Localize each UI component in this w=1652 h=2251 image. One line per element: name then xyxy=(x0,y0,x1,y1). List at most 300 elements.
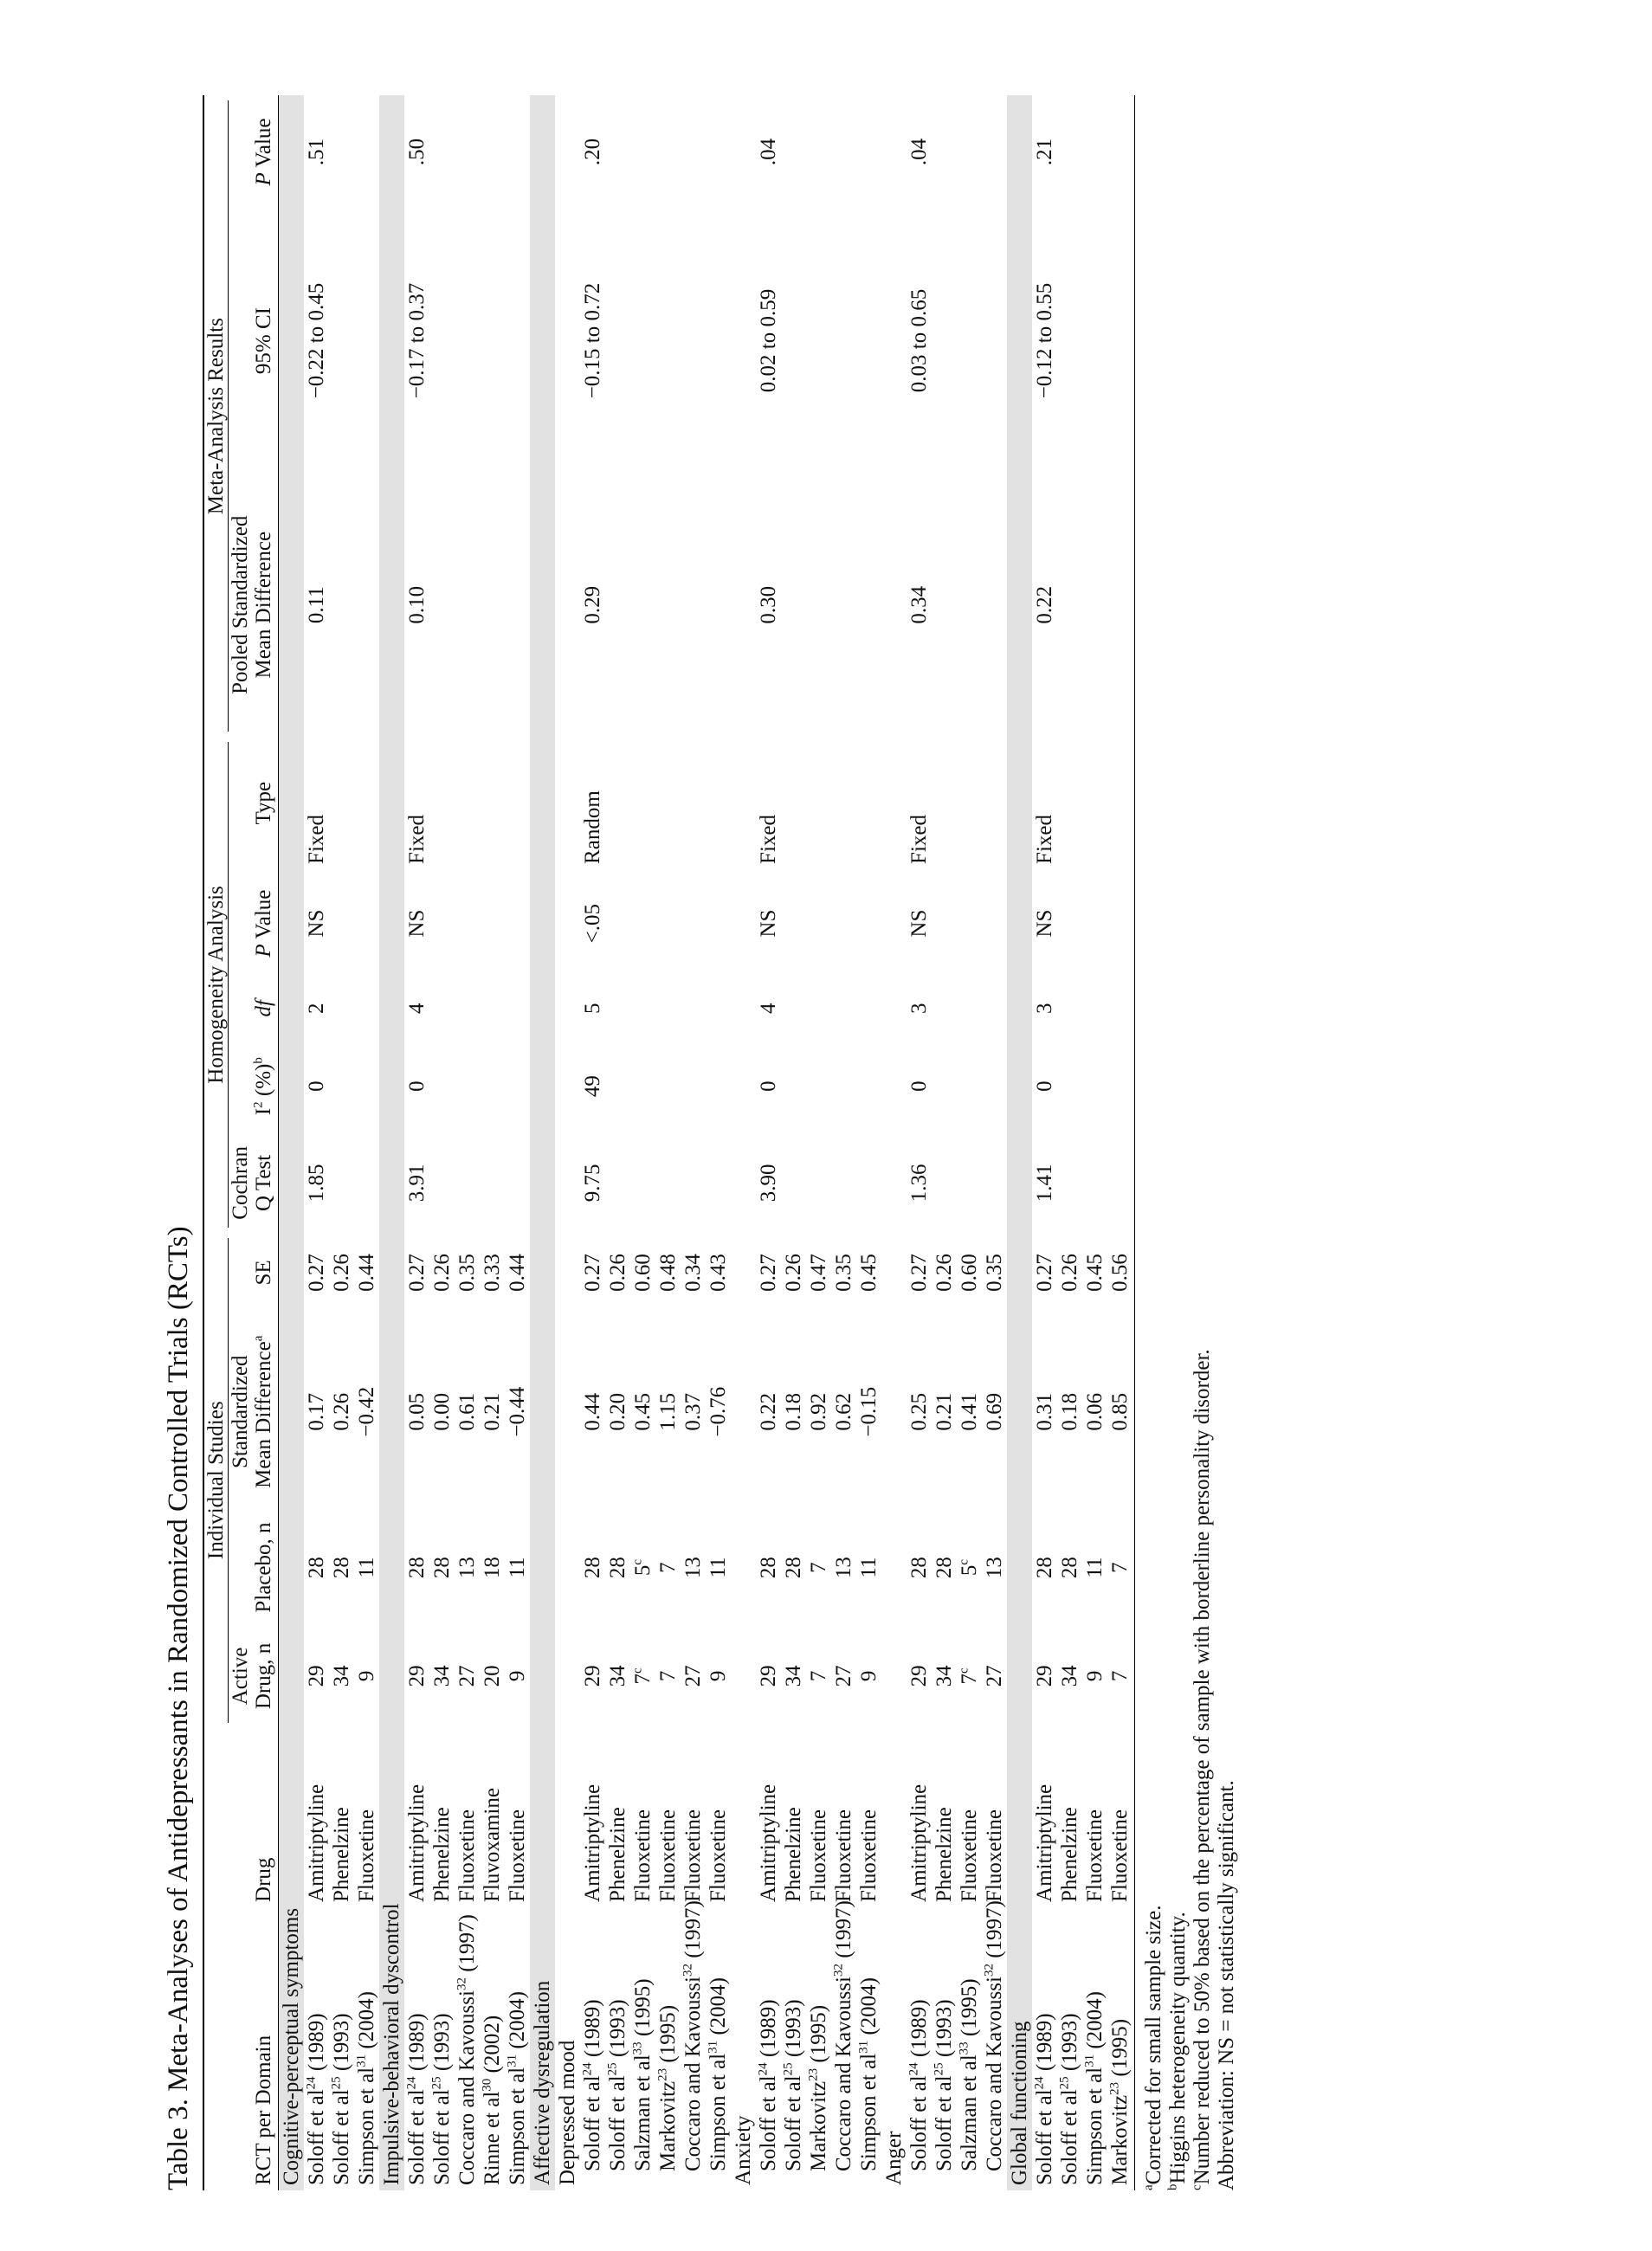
cell-active: 27 xyxy=(983,1665,1006,1687)
cell-mp xyxy=(505,95,530,209)
cell-ci: 0.03 to 0.65 xyxy=(907,288,931,393)
cell-smd: 0.21 xyxy=(932,1392,956,1431)
cell-pooled: 0.11 xyxy=(305,586,328,624)
cell-placebo: 11 xyxy=(1083,1557,1107,1578)
cell-pooled xyxy=(605,473,630,737)
cell-i2 xyxy=(329,1039,354,1133)
cell-drug: Fluoxetine xyxy=(707,1809,730,1902)
cell-mp xyxy=(630,95,655,209)
cell-type: Fixed xyxy=(1033,815,1056,864)
study-cell: Simpson et $al^{31}$ (2004) xyxy=(1082,1990,1107,2185)
cell-smd: 0.05 xyxy=(405,1392,429,1431)
cell-active: 34 xyxy=(782,1665,805,1687)
cell-type xyxy=(429,737,455,869)
cell-pooled xyxy=(932,473,957,737)
subdomain-label: Anxiety xyxy=(732,2115,755,2185)
group-individual-studies: Individual Studies xyxy=(204,1238,229,1723)
cell-se: 0.27 xyxy=(405,1254,429,1292)
cell-placebo: 13 xyxy=(681,1557,705,1579)
cell-smd: 0.18 xyxy=(782,1392,805,1431)
cell-hp xyxy=(706,869,731,977)
cell-i2 xyxy=(957,1039,982,1133)
cell-pooled xyxy=(957,473,982,737)
study-cell: Soloff et $al^{25}$ (1993) xyxy=(329,2013,353,2185)
table-row xyxy=(1057,95,1082,2190)
cell-type xyxy=(1082,737,1107,869)
study-cell: Soloff et $al^{24}$ (1989) xyxy=(580,1999,604,2171)
cell-pooled: 0.10 xyxy=(405,585,429,624)
cell-se: 0.26 xyxy=(330,1254,353,1292)
cell-placebo: 11 xyxy=(506,1557,529,1578)
col-p-value: P Value xyxy=(229,869,279,977)
cell-hp xyxy=(781,869,806,977)
cell-active: 7 xyxy=(656,1670,680,1682)
table-row xyxy=(630,95,655,2190)
subdomain-label: Depressed mood xyxy=(556,2040,579,2185)
cell-i2: 0 xyxy=(405,1080,429,1092)
cell-active: 34 xyxy=(932,1665,956,1687)
cell-mp xyxy=(806,95,831,209)
cell-i2 xyxy=(605,1039,630,1133)
group-homogeneity-analysis: Homogeneity Analysis xyxy=(204,742,229,1227)
cell-ci xyxy=(605,209,630,473)
cell-ci xyxy=(831,209,856,473)
study-cell: Soloff et $al^{24}$ (1989) xyxy=(1032,2013,1056,2185)
cell-df xyxy=(831,977,856,1039)
cell-active: 27 xyxy=(832,1665,855,1687)
study-cell: Salzman et $al^{33}$ (1995) xyxy=(630,1978,655,2171)
cell-drug: Phenelzine xyxy=(430,1807,454,1902)
cell-pooled: 0.30 xyxy=(757,585,780,624)
table-row xyxy=(455,95,480,2190)
cell-ci: −0.15 to 0.72 xyxy=(581,282,604,399)
cell-i2: 0 xyxy=(907,1080,931,1092)
col-i2: $I^2$ (%)$^b$ xyxy=(229,1039,279,1133)
cell-ci xyxy=(329,209,354,473)
cell-active: 29 xyxy=(757,1665,780,1687)
cell-hp xyxy=(354,869,379,977)
cell-drug: Phenelzine xyxy=(782,1807,805,1902)
cell-i2 xyxy=(480,1039,505,1133)
cell-q xyxy=(831,1133,856,1232)
cell-ci: −0.17 to 0.37 xyxy=(405,282,429,399)
study-cell: Markovitz$^{23}$ (1995) xyxy=(655,2004,680,2171)
cell-mp xyxy=(982,95,1007,209)
domain-row xyxy=(1007,95,1032,2190)
cell-q xyxy=(681,1133,706,1232)
cell-smd: 0.85 xyxy=(1107,1313,1135,1511)
cell-hp xyxy=(831,869,856,977)
table-container xyxy=(161,95,1239,2190)
cell-smd: 0.41 xyxy=(958,1392,981,1431)
cell-q xyxy=(655,1133,681,1232)
cell-type xyxy=(655,737,681,869)
cell-se: 0.44 xyxy=(355,1254,378,1292)
study-cell: Simpson et $al^{31}$ (2004) xyxy=(856,1977,881,2171)
table-body xyxy=(279,95,1135,2190)
cell-ci xyxy=(455,209,480,473)
cell-smd: 0.17 xyxy=(305,1392,328,1431)
subdomain-row xyxy=(555,95,580,2190)
cell-se: 0.34 xyxy=(681,1254,705,1292)
cell-placebo: 28 xyxy=(757,1557,780,1579)
cell-placebo: 11 xyxy=(355,1557,378,1578)
study-cell: Salzman et $al^{33}$ (1995) xyxy=(957,1978,981,2171)
col-placebo: Placebo, n xyxy=(229,1511,279,1624)
cell-drug: Amitriptyline xyxy=(907,1783,931,1902)
cell-df xyxy=(932,977,957,1039)
cell-type xyxy=(706,737,731,869)
cell-df xyxy=(354,977,379,1039)
cell-se: 0.56 xyxy=(1107,1233,1135,1313)
cell-q: 1.36 xyxy=(907,1164,931,1203)
cell-ci xyxy=(681,209,706,473)
cell-df xyxy=(455,977,480,1039)
footnote: Abbreviation: NS = not statistically significant. xyxy=(1215,1780,1238,2190)
table-row xyxy=(354,95,379,2190)
cell-df: 3 xyxy=(907,1003,931,1014)
cell-q xyxy=(429,1133,455,1232)
cell-se: 0.45 xyxy=(857,1254,881,1292)
col-drug: Drug xyxy=(229,1728,279,1907)
cell-i2 xyxy=(982,1039,1007,1133)
cell-q xyxy=(480,1133,505,1232)
cell-hp xyxy=(856,869,881,977)
cell-type: Fixed xyxy=(405,815,429,864)
cell-placebo: 28 xyxy=(430,1557,454,1579)
cell-active: 9 xyxy=(857,1670,881,1682)
cell-pooled xyxy=(329,473,354,737)
study-cell: Rinne et $al^{30}$ (2002) xyxy=(480,2015,504,2185)
cell-df xyxy=(781,977,806,1039)
cell-hp: <.05 xyxy=(581,903,604,944)
cell-pooled xyxy=(706,473,731,737)
cell-pooled xyxy=(1082,473,1107,737)
cell-pooled xyxy=(982,473,1007,737)
cell-i2 xyxy=(681,1039,706,1133)
cell-drug: Fluoxetine xyxy=(656,1809,680,1902)
cell-active: 29 xyxy=(305,1665,328,1687)
cell-mp xyxy=(957,95,982,209)
cell-smd: 0.37 xyxy=(681,1392,705,1431)
table-row xyxy=(856,95,881,2190)
cell-drug: Fluoxetine xyxy=(1083,1809,1107,1902)
cell-mp xyxy=(706,95,731,209)
cell-smd: −0.76 xyxy=(707,1386,730,1437)
cell-pooled xyxy=(681,473,706,737)
cell-mp xyxy=(681,95,706,209)
domain-row xyxy=(379,95,404,2190)
col-pooled-smd: Pooled Standardized Mean Difference xyxy=(229,473,279,737)
cell-se: 0.26 xyxy=(932,1254,956,1292)
cell-ci xyxy=(932,209,957,473)
cell-df xyxy=(655,977,681,1039)
cell-hp xyxy=(605,869,630,977)
cell-i2 xyxy=(1057,1039,1082,1133)
cell-drug: Fluoxetine xyxy=(1107,1728,1135,1907)
cell-hp: NS xyxy=(907,909,931,938)
cell-se: 0.35 xyxy=(455,1254,479,1292)
cell-se: 0.48 xyxy=(656,1254,680,1292)
domain-row xyxy=(279,95,305,2190)
study-cell: Coccaro and Kavoussi$^{32}$ (1997) xyxy=(681,1900,705,2171)
header-group-row xyxy=(203,95,229,2190)
cell-hp xyxy=(630,869,655,977)
cell-mp xyxy=(1107,95,1135,209)
cell-q xyxy=(806,1133,831,1232)
cell-smd: 0.20 xyxy=(606,1392,629,1431)
footnote: $^a$Corrected for small sample size. xyxy=(1141,1905,1165,2190)
cell-hp xyxy=(505,869,530,977)
cell-type xyxy=(1057,737,1082,869)
table-row xyxy=(781,95,806,2190)
cell-hp xyxy=(1107,869,1135,977)
cell-smd: 0.22 xyxy=(757,1392,780,1431)
cell-placebo: 28 xyxy=(606,1557,629,1579)
meta-analysis-table xyxy=(203,95,1135,2190)
study-cell: Coccaro and Kavoussi$^{32}$ (1997) xyxy=(455,1914,479,2185)
cell-active: 34 xyxy=(606,1665,629,1687)
cell-hp xyxy=(655,869,681,977)
cell-placebo: 13 xyxy=(455,1557,479,1579)
cell-ci xyxy=(957,209,982,473)
table-row xyxy=(505,95,530,2190)
cell-type xyxy=(455,737,480,869)
col-95-ci: 95% CI xyxy=(229,209,279,473)
cell-pooled: 0.34 xyxy=(907,585,931,624)
study-cell: Simpson et $al^{31}$ (2004) xyxy=(505,1990,529,2185)
cell-ci xyxy=(1057,209,1082,473)
cell-hp xyxy=(681,869,706,977)
cell-df xyxy=(505,977,530,1039)
cell-ci xyxy=(781,209,806,473)
cell-se: 0.26 xyxy=(606,1254,629,1292)
cell-ci xyxy=(1107,209,1135,473)
cell-df: 5 xyxy=(581,1003,604,1014)
cell-se: 0.26 xyxy=(782,1254,805,1292)
cell-ci xyxy=(354,209,379,473)
cell-q xyxy=(455,1133,480,1232)
cell-df xyxy=(480,977,505,1039)
col-cochran: Cochran Q Test xyxy=(229,1133,279,1232)
cell-type xyxy=(1107,737,1135,869)
cell-se: 0.33 xyxy=(481,1254,504,1292)
cell-ci xyxy=(1082,209,1107,473)
cell-smd: 0.92 xyxy=(807,1392,830,1431)
cell-placebo: 28 xyxy=(932,1557,956,1579)
cell-ci xyxy=(856,209,881,473)
cell-smd: 0.61 xyxy=(455,1392,479,1431)
cell-q: 9.75 xyxy=(581,1164,604,1203)
cell-drug: Fluoxetine xyxy=(681,1809,705,1902)
cell-pooled xyxy=(806,473,831,737)
cell-i2: 49 xyxy=(581,1075,604,1098)
table-row xyxy=(429,95,455,2190)
cell-pooled xyxy=(455,473,480,737)
cell-smd: 0.62 xyxy=(832,1392,855,1431)
table-row xyxy=(580,95,605,2190)
cell-hp xyxy=(806,869,831,977)
cell-i2 xyxy=(1082,1039,1107,1133)
cell-hp xyxy=(1057,869,1082,977)
cell-active: 27 xyxy=(681,1665,705,1687)
cell-mp xyxy=(1082,95,1107,209)
cell-df xyxy=(806,977,831,1039)
cell-drug: Amitriptyline xyxy=(305,1783,328,1902)
cell-active: 7 xyxy=(1107,1624,1135,1728)
col-rct: RCT per Domain xyxy=(229,1907,279,2190)
cell-placebo: 11 xyxy=(857,1557,881,1578)
cell-ci: −0.22 to 0.45 xyxy=(305,282,328,399)
cell-type xyxy=(480,737,505,869)
cell-type xyxy=(605,737,630,869)
cell-pooled: 0.22 xyxy=(1033,585,1056,624)
cell-type: Fixed xyxy=(907,815,931,864)
cell-i2 xyxy=(856,1039,881,1133)
cell-smd: −0.44 xyxy=(506,1386,529,1437)
cell-placebo: 7 xyxy=(1107,1511,1135,1624)
cell-i2 xyxy=(505,1039,530,1133)
cell-drug: Amitriptyline xyxy=(1033,1783,1056,1902)
study-cell: Soloff et $al^{24}$ (1989) xyxy=(304,2013,328,2185)
table-row xyxy=(806,95,831,2190)
cell-df xyxy=(1107,977,1135,1039)
cell-type xyxy=(630,737,655,869)
cell-placebo: 28 xyxy=(782,1557,805,1579)
table-row xyxy=(605,95,630,2190)
cell-q xyxy=(932,1133,957,1232)
cell-df: 4 xyxy=(757,1003,780,1014)
cell-pooled xyxy=(831,473,856,737)
cell-placebo: 28 xyxy=(1058,1557,1081,1579)
cell-q xyxy=(856,1133,881,1232)
table-title: Table 3. Meta-Analyses of Antidepressants in Randomized Controlled Trials (RCTs) xyxy=(163,1226,194,2190)
cell-ci xyxy=(706,209,731,473)
cell-se: 0.35 xyxy=(983,1254,1006,1292)
cell-type xyxy=(856,737,881,869)
cell-mp xyxy=(781,95,806,209)
cell-drug: Fluoxetine xyxy=(857,1809,881,1902)
cell-i2 xyxy=(781,1039,806,1133)
cell-type xyxy=(781,737,806,869)
cell-q xyxy=(982,1133,1007,1232)
cell-active: 29 xyxy=(581,1665,604,1687)
cell-active: 9 xyxy=(1083,1670,1107,1682)
cell-se: 0.27 xyxy=(581,1254,604,1292)
cell-smd: 1.15 xyxy=(656,1392,680,1431)
cell-i2 xyxy=(429,1039,455,1133)
cell-active: 29 xyxy=(907,1665,931,1687)
cell-ci: 0.02 to 0.59 xyxy=(757,288,780,393)
cell-drug: Phenelzine xyxy=(1058,1807,1081,1902)
cell-mp xyxy=(856,95,881,209)
cell-hp: NS xyxy=(757,909,780,938)
cell-df xyxy=(681,977,706,1039)
cell-type xyxy=(932,737,957,869)
cell-q xyxy=(706,1133,731,1232)
study-cell: Soloff et $al^{25}$ (1993) xyxy=(429,2013,454,2185)
footnotes xyxy=(1142,95,1239,2190)
study-cell: Simpson et $al^{31}$ (2004) xyxy=(706,1977,730,2171)
cell-smd: 0.06 xyxy=(1083,1392,1107,1431)
cell-df xyxy=(982,977,1007,1039)
cell-se: 0.27 xyxy=(907,1254,931,1292)
table-row xyxy=(1082,95,1107,2190)
domain-label: Impulsive-behavioral dyscontrol xyxy=(379,95,404,2190)
cell-drug: Fluvoxamine xyxy=(481,1788,504,1902)
cell-df xyxy=(605,977,630,1039)
cell-df: 2 xyxy=(305,1003,328,1014)
cell-i2 xyxy=(354,1039,379,1133)
table-row xyxy=(655,95,681,2190)
cell-active: 9 xyxy=(707,1670,730,1682)
cell-pooled: 0.29 xyxy=(581,585,604,624)
cell-type xyxy=(982,737,1007,869)
cell-q xyxy=(630,1133,655,1232)
cell-q xyxy=(1107,1133,1135,1232)
cell-mp xyxy=(605,95,630,209)
cell-mp: .04 xyxy=(907,138,931,166)
cell-placebo: 7 xyxy=(807,1562,830,1573)
cell-type: Fixed xyxy=(757,815,780,864)
cell-df: 4 xyxy=(405,1003,429,1014)
cell-df xyxy=(957,977,982,1039)
study-cell: Soloff et $al^{24}$ (1989) xyxy=(907,1999,931,2171)
cell-se: 0.26 xyxy=(430,1254,454,1292)
cell-q xyxy=(505,1133,530,1232)
table-row xyxy=(706,95,731,2190)
cell-pooled xyxy=(781,473,806,737)
cell-ci: −0.12 to 0.55 xyxy=(1033,282,1056,399)
cell-pooled xyxy=(505,473,530,737)
study-cell: Soloff et $al^{25}$ (1993) xyxy=(932,1999,956,2171)
cell-q: 1.85 xyxy=(305,1164,328,1203)
table-row xyxy=(756,95,781,2190)
cell-placebo: 7 xyxy=(656,1562,680,1573)
cell-se: 0.27 xyxy=(1033,1254,1056,1292)
cell-se: 0.60 xyxy=(958,1254,981,1292)
cell-placebo: 11 xyxy=(707,1557,730,1578)
cell-i2 xyxy=(630,1039,655,1133)
cell-q xyxy=(1057,1133,1082,1232)
cell-hp xyxy=(455,869,480,977)
table-row xyxy=(304,95,329,2190)
table-row xyxy=(681,95,706,2190)
cell-type xyxy=(831,737,856,869)
study-cell: Soloff et $al^{25}$ (1993) xyxy=(1057,2013,1081,2185)
cell-hp xyxy=(957,869,982,977)
cell-df xyxy=(856,977,881,1039)
cell-se: 0.26 xyxy=(1058,1254,1081,1292)
domain-row xyxy=(530,95,555,2190)
cell-ci xyxy=(630,209,655,473)
cell-drug: Fluoxetine xyxy=(355,1809,378,1902)
cell-i2 xyxy=(455,1039,480,1133)
cell-i2: 0 xyxy=(1033,1080,1056,1092)
subdomain-row xyxy=(881,95,907,2190)
study-cell: Soloff et $al^{24}$ (1989) xyxy=(756,1999,780,2171)
cell-mp: .21 xyxy=(1033,138,1056,166)
cell-active: 34 xyxy=(1058,1665,1081,1687)
cell-ci xyxy=(505,209,530,473)
cell-active: 7 xyxy=(807,1670,830,1682)
domain-label: Global functioning xyxy=(1007,95,1032,2190)
footnote: $^c$Number reduced to 50% based on the percentage of sample with borderline personality disorder. xyxy=(1190,1349,1214,2190)
cell-active: 34 xyxy=(430,1665,454,1687)
study-cell: Soloff et $al^{25}$ (1993) xyxy=(605,1999,629,2171)
cell-se: 0.43 xyxy=(707,1254,730,1292)
cell-smd: −0.42 xyxy=(355,1386,378,1437)
